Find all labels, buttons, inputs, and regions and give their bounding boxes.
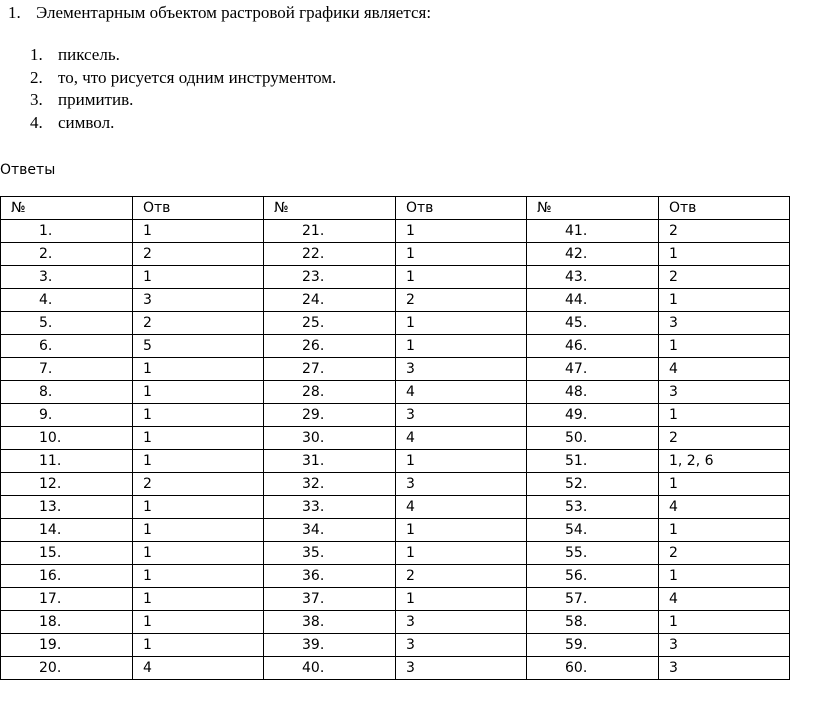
question-number-cell: 31.	[264, 450, 396, 473]
answer-cell: 1	[133, 634, 264, 657]
question-number-cell: 42.	[527, 243, 659, 266]
question-number-cell: 16.	[1, 565, 133, 588]
question-number-cell: 50.	[527, 427, 659, 450]
question-number-cell: 45.	[527, 312, 659, 335]
question-number-cell: 5.	[1, 312, 133, 335]
question-number-cell: 4.	[1, 289, 133, 312]
answer-cell: 4	[396, 427, 527, 450]
answer-cell: 4	[133, 657, 264, 680]
question-number-cell: 13.	[1, 496, 133, 519]
question-number: 1.	[8, 3, 21, 22]
question-number-cell: 39.	[264, 634, 396, 657]
question-number-cell: 40.	[264, 657, 396, 680]
column-header: №	[264, 197, 396, 220]
question-number-cell: 25.	[264, 312, 396, 335]
question-number-cell: 26.	[264, 335, 396, 358]
question-number-cell: 10.	[1, 427, 133, 450]
question-number-cell: 48.	[527, 381, 659, 404]
answer-cell: 1	[133, 404, 264, 427]
question-number-cell: 24.	[264, 289, 396, 312]
option-number: 3.	[30, 90, 43, 109]
answer-cell: 1	[659, 404, 790, 427]
answer-cell: 3	[396, 657, 527, 680]
table-row	[1, 427, 790, 450]
answer-cell: 1	[133, 220, 264, 243]
answers-body	[1, 220, 790, 680]
answer-cell: 1	[133, 519, 264, 542]
question-number-cell: 1.	[1, 220, 133, 243]
answer-cell: 4	[659, 496, 790, 519]
question-number-cell: 21.	[264, 220, 396, 243]
question-number-cell: 35.	[264, 542, 396, 565]
answer-cell: 1	[396, 220, 527, 243]
table-row	[1, 404, 790, 427]
table-row	[1, 611, 790, 634]
answer-cell: 1	[396, 266, 527, 289]
question-number-cell: 7.	[1, 358, 133, 381]
table-row	[1, 266, 790, 289]
answer-cell: 1	[659, 243, 790, 266]
question-number-cell: 34.	[264, 519, 396, 542]
question-number-cell: 28.	[264, 381, 396, 404]
table-row	[1, 473, 790, 496]
option-text: то, что рисуется одним инструментом.	[58, 67, 337, 87]
question-number-cell: 6.	[1, 335, 133, 358]
answer-cell: 3	[396, 473, 527, 496]
answer-cell: 3	[396, 611, 527, 634]
question-number-cell: 56.	[527, 565, 659, 588]
question-number-cell: 54.	[527, 519, 659, 542]
question-number-cell: 51.	[527, 450, 659, 473]
option-number: 2.	[30, 67, 43, 87]
answer-cell: 1	[396, 335, 527, 358]
answer-cell: 1	[659, 289, 790, 312]
table-row	[1, 634, 790, 657]
question-number-cell: 41.	[527, 220, 659, 243]
answer-cell: 1	[659, 519, 790, 542]
question-number-cell: 43.	[527, 266, 659, 289]
table-row	[1, 243, 790, 266]
question-number-cell: 27.	[264, 358, 396, 381]
table-row	[1, 542, 790, 565]
question-number-cell: 57.	[527, 588, 659, 611]
table-row	[1, 335, 790, 358]
answer-cell: 3	[659, 312, 790, 335]
question-number-cell: 23.	[264, 266, 396, 289]
option-number: 4.	[30, 112, 43, 132]
question-number-cell: 3.	[1, 266, 133, 289]
answer-cell: 1	[396, 312, 527, 335]
answer-cell: 4	[659, 588, 790, 611]
question-number-cell: 53.	[527, 496, 659, 519]
answer-cell: 2	[133, 312, 264, 335]
answer-cell: 2	[133, 473, 264, 496]
answer-cell: 3	[133, 289, 264, 312]
answer-cell: 2	[659, 542, 790, 565]
answer-cell: 1, 2, 6	[659, 450, 790, 473]
column-header: №	[527, 197, 659, 220]
table-row	[1, 588, 790, 611]
question-number-cell: 32.	[264, 473, 396, 496]
question-text: Элементарным объектом растровой графики является:	[36, 3, 432, 22]
option-text: пиксель.	[58, 45, 120, 64]
options-list	[8, 44, 431, 134]
question-number-cell: 19.	[1, 634, 133, 657]
table-header-row	[1, 197, 790, 220]
question-number-cell: 46.	[527, 335, 659, 358]
answer-cell: 1	[133, 381, 264, 404]
table-row	[1, 519, 790, 542]
table-row	[1, 450, 790, 473]
column-header: Отв	[659, 197, 790, 220]
option-item	[8, 89, 431, 112]
table-row	[1, 565, 790, 588]
question-title	[8, 2, 431, 24]
question-block	[8, 2, 431, 134]
question-number-cell: 37.	[264, 588, 396, 611]
question-number-cell: 8.	[1, 381, 133, 404]
question-number-cell: 9.	[1, 404, 133, 427]
table-row	[1, 358, 790, 381]
question-number-cell: 15.	[1, 542, 133, 565]
option-text: символ.	[58, 112, 115, 132]
answer-cell: 1	[133, 358, 264, 381]
question-number-cell: 38.	[264, 611, 396, 634]
question-number-cell: 33.	[264, 496, 396, 519]
table-row	[1, 289, 790, 312]
answer-cell: 2	[133, 243, 264, 266]
answer-cell: 4	[396, 496, 527, 519]
question-number-cell: 52.	[527, 473, 659, 496]
question-number-cell: 29.	[264, 404, 396, 427]
question-number-cell: 20.	[1, 657, 133, 680]
answer-cell: 1	[659, 565, 790, 588]
answer-cell: 1	[659, 473, 790, 496]
answer-cell: 3	[396, 634, 527, 657]
answer-cell: 1	[396, 243, 527, 266]
option-item	[8, 67, 431, 90]
option-item	[8, 44, 431, 67]
column-header: Отв	[396, 197, 527, 220]
question-number-cell: 14.	[1, 519, 133, 542]
answer-cell: 1	[133, 266, 264, 289]
answers-heading: Ответы	[0, 162, 56, 178]
table-row	[1, 657, 790, 680]
answer-cell: 1	[133, 565, 264, 588]
question-number-cell: 55.	[527, 542, 659, 565]
question-number-cell: 47.	[527, 358, 659, 381]
answer-cell: 3	[396, 404, 527, 427]
answer-cell: 1	[133, 496, 264, 519]
question-number-cell: 2.	[1, 243, 133, 266]
option-item	[8, 112, 431, 135]
answer-cell: 1	[396, 450, 527, 473]
column-header: Отв	[133, 197, 264, 220]
column-header: №	[1, 197, 133, 220]
question-number-cell: 59.	[527, 634, 659, 657]
answer-cell: 1	[659, 335, 790, 358]
table-row	[1, 381, 790, 404]
question-number-cell: 11.	[1, 450, 133, 473]
answer-cell: 4	[396, 381, 527, 404]
answer-cell: 1	[396, 542, 527, 565]
option-text: примитив.	[58, 90, 134, 109]
question-number-cell: 49.	[527, 404, 659, 427]
answer-cell: 3	[659, 657, 790, 680]
answer-cell: 5	[133, 335, 264, 358]
answer-cell: 1	[133, 588, 264, 611]
question-number-cell: 60.	[527, 657, 659, 680]
table-row	[1, 312, 790, 335]
option-number: 1.	[30, 45, 43, 64]
answer-cell: 2	[396, 565, 527, 588]
answer-cell: 2	[396, 289, 527, 312]
answer-cell: 4	[659, 358, 790, 381]
answer-cell: 1	[133, 450, 264, 473]
answer-cell: 3	[659, 634, 790, 657]
question-number-cell: 17.	[1, 588, 133, 611]
answer-cell: 1	[659, 611, 790, 634]
answer-cell: 2	[659, 220, 790, 243]
question-number-cell: 18.	[1, 611, 133, 634]
answer-cell: 2	[659, 427, 790, 450]
question-number-cell: 58.	[527, 611, 659, 634]
answers-table	[0, 196, 790, 680]
question-number-cell: 36.	[264, 565, 396, 588]
question-number-cell: 30.	[264, 427, 396, 450]
answer-cell: 3	[396, 358, 527, 381]
table-row	[1, 220, 790, 243]
answer-cell: 1	[396, 519, 527, 542]
table-row	[1, 496, 790, 519]
answer-cell: 2	[659, 266, 790, 289]
answer-cell: 3	[659, 381, 790, 404]
answer-cell: 1	[396, 588, 527, 611]
question-number-cell: 12.	[1, 473, 133, 496]
question-number-cell: 44.	[527, 289, 659, 312]
answer-cell: 1	[133, 427, 264, 450]
question-number-cell: 22.	[264, 243, 396, 266]
answer-cell: 1	[133, 611, 264, 634]
answer-cell: 1	[133, 542, 264, 565]
